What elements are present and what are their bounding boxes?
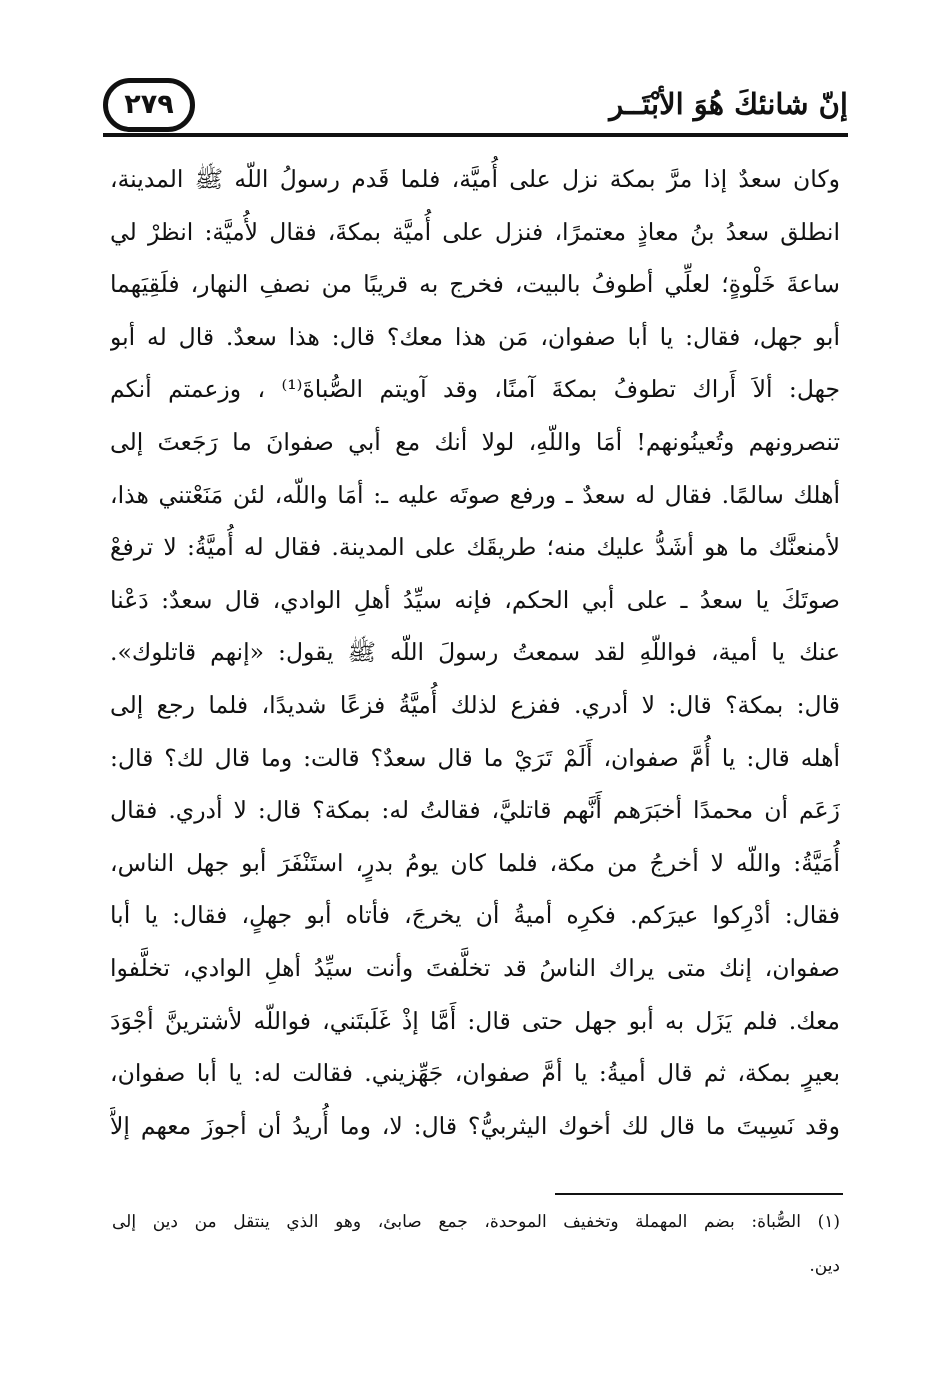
text-line: لأمنعنَّك ما هو أشَدُّ عليك منه؛ طريقَك على المدينة. فقال له أُميَّةُ: لا ترفعْ [110, 533, 840, 562]
footnote-line: (١) الصُّباة: بضم المهملة وتخفيف الموحدة، جمع صابئ، وهو الذي ينتقل من دين إلى [112, 1212, 840, 1232]
text-line: انطلق سعدُ بنُ معاذٍ معتمرًا، فنزل على أُميَّة بمكةَ، فقال لأُميَّة: انظرْ لي [110, 217, 840, 246]
running-title: إنّ شانئكَ هُوَ الأبْتَــر [609, 87, 848, 121]
text-line: ساعةَ خَلْوةٍ؛ لعلِّي أطوفُ بالبيت، فخرج به قريبًا من نصفِ النهار، فلَقِيَهما [110, 270, 840, 299]
text-line: جهل: ألاَ أَراك تطوفُ بمكةَ آمنًا، وقد آويتم الصُّباةَ⁽¹⁾ ، وزعمتم أنكم [110, 375, 840, 404]
text-line: صفوان، إنك متى يراك الناسُ قد تخلَّفتَ وأنت سيِّدُ أهلِ الوادي، تخلَّفوا [110, 953, 840, 982]
text-line: بعيرٍ بمكة، ثم قال أميةُ: يا أمَّ صفوان، جَهِّزيني. فقالت له: يا أبا صفوان، [110, 1059, 840, 1088]
page-header [103, 78, 848, 148]
text-line: عنك يا أمية، فواللّهِ لقد سمعتُ رسولَ اللّه ﷺ يقول: «إنهم قاتلوك». [110, 638, 840, 667]
text-line: وكان سعدٌ إذا مرَّ بمكة نزل على أُميَّة، فلما قَدم رسولُ اللّه ﷺ المدينة، [110, 165, 840, 193]
text-line: أهلك سالمًا. فقال له سعدٌ ـ ورفع صوتَه عليه ـ: أمَا واللّه، لئن مَنَعْتني هذا، [110, 480, 840, 509]
text-line: أُمَيَّةُ: واللّه لا أخرجُ من مكة، فلما كان يومُ بدرٍ، استَنْفَرَ أبو جهل الناس، [110, 848, 840, 877]
header-rule [103, 133, 848, 137]
footnote-line: دين. [809, 1256, 840, 1276]
text-line: معك. فلم يَزَل به أبو جهل حتى قال: أَمَّا إذْ غَلَبتَني، فواللّه لأشترينَّ أجْوَدَ [110, 1006, 840, 1035]
text-line: وقد نَسِيتَ ما قال لك أخوك اليثربيُّ؟ قال: لا، وما أُريدُ أن أجوزَ معهم إلاَّ [110, 1111, 840, 1140]
footnotes [112, 1200, 840, 1288]
text-line: أبو جهل، فقال: يا أبا صفوان، مَن هذا معك؟ قال: هذا سعدٌ. قال له أبو [110, 322, 840, 351]
text-line: تنصرونهم وتُعينُونهم! أمَا واللّهِ، لولا أنك مع أبي صفوانَ ما رَجَعتَ إلى [110, 427, 840, 456]
text-line: فقال: أدْرِكوا عيرَكم. فكرِه أميةُ أن يخرجَ، فأتاه أبو جهلٍ، فقال: يا أبا [110, 901, 840, 930]
text-line: قال: بمكة؟ قال: لا أدري. ففزع لذلك أُميَّةُ فزعًا شديدًا، فلما رجع إلى [110, 690, 840, 719]
text-line: أهله قال: يا أُمَّ صفوان، أَلَمْ تَرَيْ ما قال سعدٌ؟ قالت: وما قال لك؟ قال: [110, 743, 840, 772]
main-text [110, 153, 840, 1152]
text-line: صوتَكَ يا سعدُ ـ على أبي الحكم، فإنه سيِّدُ أهلِ الوادي، قال سعدٌ: دَعْنا [110, 585, 840, 614]
page-number: ٢٧٩ [124, 89, 174, 120]
page-number-frame [103, 78, 195, 132]
footnote-separator [555, 1193, 843, 1195]
text-line: زَعَم أن محمدًا أخبَرَهم أَنَّهم قاتليَّ، فقالتُ له: بمكة؟ قال: لا أدري. فقال [110, 796, 840, 825]
